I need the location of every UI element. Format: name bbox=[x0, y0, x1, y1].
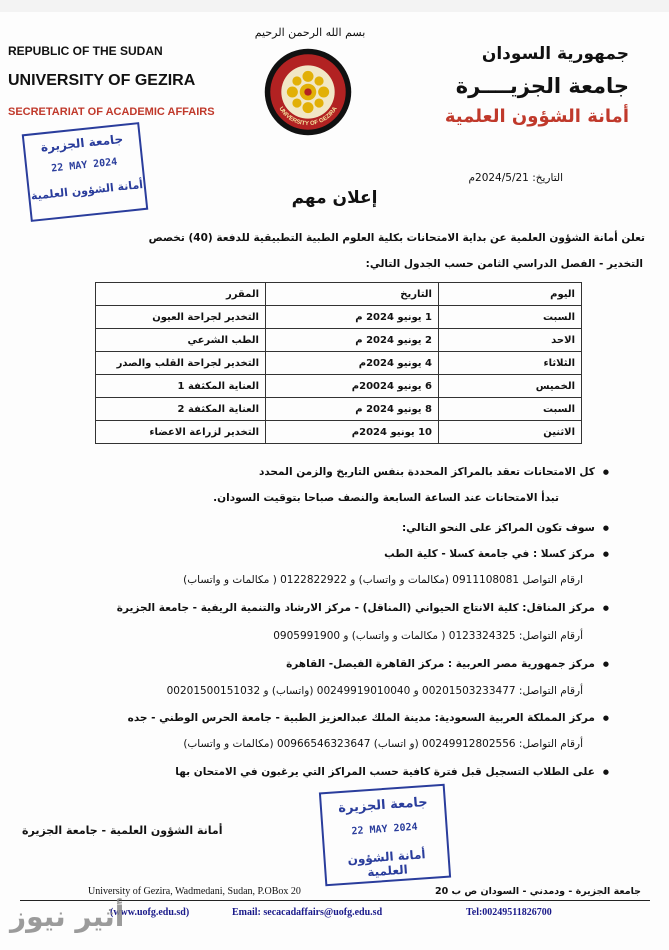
intro-line2: التخدير - الفصل الدراسي الثامن حسب الجدول التالي: bbox=[365, 258, 643, 270]
table-row bbox=[96, 352, 582, 375]
announcement-title: إعلان مهم bbox=[291, 188, 378, 208]
cell-day: الاثنين bbox=[439, 421, 582, 444]
cell-course: التخدير لجراحة العيون bbox=[96, 306, 266, 329]
date-line: التاريخ: 2024/5/21م bbox=[468, 172, 563, 184]
cell-day: السبت bbox=[439, 306, 582, 329]
top-bar bbox=[0, 0, 669, 12]
cell-date: 1 يونيو 2024 م bbox=[266, 306, 439, 329]
cell-course: التخدير لزراعة الاعضاء bbox=[96, 421, 266, 444]
note-registration: ● على الطلاب التسجيل قبل فترة كافية حسب المراكز التي يرغبون في الامتحان بها bbox=[175, 766, 609, 778]
watermark-logo: أثير نيوز bbox=[10, 900, 125, 933]
center-managil-phones: أرقام التواصل: 0123324325 ( مكالمات و واتساب) و 0905991900 bbox=[273, 630, 583, 642]
footer-en-address: University of Gezira, Wadmedani, Sudan, P.OBox 20 bbox=[88, 886, 301, 897]
cell-course: العناية المكثفة 2 bbox=[96, 398, 266, 421]
ar-university: جامعة الجزيــــرة bbox=[455, 74, 629, 98]
stamp-line2: أمانة الشؤون العلمية bbox=[30, 178, 144, 203]
footer-tel[interactable]: Tel:00249511826700 bbox=[466, 907, 552, 918]
university-logo bbox=[262, 46, 354, 138]
center-kassala-phones: ارقام التواصل 0911108081 (مكالمات و واتساب) و 0122822922 ( مكالمات و واتساب) bbox=[183, 574, 583, 586]
stamp-line1: جامعة الجزيرة bbox=[40, 131, 124, 155]
cell-day: الخميس bbox=[439, 375, 582, 398]
cell-date: 2 يونيو 2024 م bbox=[266, 329, 439, 352]
stamp-date: 22 MAY 2024 bbox=[351, 821, 419, 838]
center-saudi-phones: أرقام التواصل: 00249912802556 (و اتساب) 00966546323647 (مكالمات و واتساب) bbox=[183, 738, 583, 750]
signature: أمانة الشؤون العلمية - جامعة الجزيرة bbox=[22, 824, 223, 837]
header-day: اليوم bbox=[439, 283, 582, 306]
en-university: UNIVERSITY OF GEZIRA bbox=[8, 72, 196, 89]
center-saudi: ● مركز المملكة العربية السعودية: مدينة الملك عبدالعزيز الطبية - جامعة الحرس الوطني - جده bbox=[128, 712, 609, 724]
cell-course: الطب الشرعي bbox=[96, 329, 266, 352]
header-date: التاريخ bbox=[266, 283, 439, 306]
cell-day: الثلاثاء bbox=[439, 352, 582, 375]
logo-text: UNIVERSITY OF GEZIRA bbox=[277, 106, 339, 128]
table-header-row bbox=[96, 283, 582, 306]
intro-line1: تعلن أمانة الشؤون العلمية عن بداية الامتحانات بكلية العلوم الطبية التطبيقية للدفعة (40) تخصص bbox=[148, 232, 645, 244]
ar-republic: جمهورية السودان bbox=[481, 44, 629, 64]
exam-schedule-table bbox=[95, 282, 582, 444]
table-row bbox=[96, 421, 582, 444]
table-row bbox=[96, 375, 582, 398]
ar-secretariat: أمانة الشؤون العلمية bbox=[444, 106, 629, 127]
center-kassala: ● مركز كسلا : في جامعة كسلا - كلية الطب bbox=[384, 548, 609, 560]
note-start-time: تبدأ الامتحانات عند الساعة السابعة والنصف صباحا بتوقيت السودان. bbox=[213, 492, 559, 504]
basmala: بسم الله الرحمن الرحيم bbox=[254, 26, 366, 39]
cell-course: التخدير لجراحة القلب والصدر bbox=[96, 352, 266, 375]
cell-date: 4 يونيو 2024م bbox=[266, 352, 439, 375]
table-row bbox=[96, 398, 582, 421]
table-row bbox=[96, 306, 582, 329]
stamp-line2: أمانة الشؤون العلمية bbox=[347, 847, 426, 880]
center-managil: ● مركز المناقل: كلية الانتاج الحيواني (المناقل) - مركز الارشاد والتنمية الريفية - جامعة الجزيرة bbox=[117, 602, 609, 614]
cell-date: 10 يونيو 2024م bbox=[266, 421, 439, 444]
note-centers-heading: ● سوف تكون المراكز على النحو التالي: bbox=[402, 522, 609, 534]
table-row bbox=[96, 329, 582, 352]
note-centers-time: ● كل الامتحانات تعقد بالمراكز المحددة بنفس التاريخ والزمن المحدد bbox=[259, 466, 609, 478]
official-stamp-bottom bbox=[319, 784, 451, 887]
footer-ar-address: جامعة الجزيرة - ودمدني - السودان ص ب 20 bbox=[434, 886, 641, 897]
stamp-line1: جامعة الجزيرة bbox=[337, 794, 429, 817]
header-course: المقرر bbox=[96, 283, 266, 306]
center-egypt-phones: أرقام التواصل: 00201503233477 و 00249919010040 (واتساب) و 00201500151032 bbox=[166, 685, 583, 697]
stamp-date: 22 MAY 2024 bbox=[50, 156, 118, 175]
cell-course: العناية المكثفة 1 bbox=[96, 375, 266, 398]
en-republic: REPUBLIC OF THE SUDAN bbox=[8, 44, 163, 58]
cell-day: السبت bbox=[439, 398, 582, 421]
footer-website[interactable]: (www.uofg.edu.sd) bbox=[110, 907, 190, 918]
en-secretariat: SECRETARIAT OF ACADEMIC AFFAIRS bbox=[8, 106, 215, 118]
center-egypt: ● مركز جمهورية مصر العربية : مركز القاهرة الفيصل- القاهرة bbox=[286, 658, 609, 670]
cell-date: 8 يونيو 2024 م bbox=[266, 398, 439, 421]
cell-date: 6 يونيو 20024م bbox=[266, 375, 439, 398]
cell-day: الاحد bbox=[439, 329, 582, 352]
footer-email[interactable]: Email: secacadaffairs@uofg.edu.sd bbox=[232, 907, 383, 918]
